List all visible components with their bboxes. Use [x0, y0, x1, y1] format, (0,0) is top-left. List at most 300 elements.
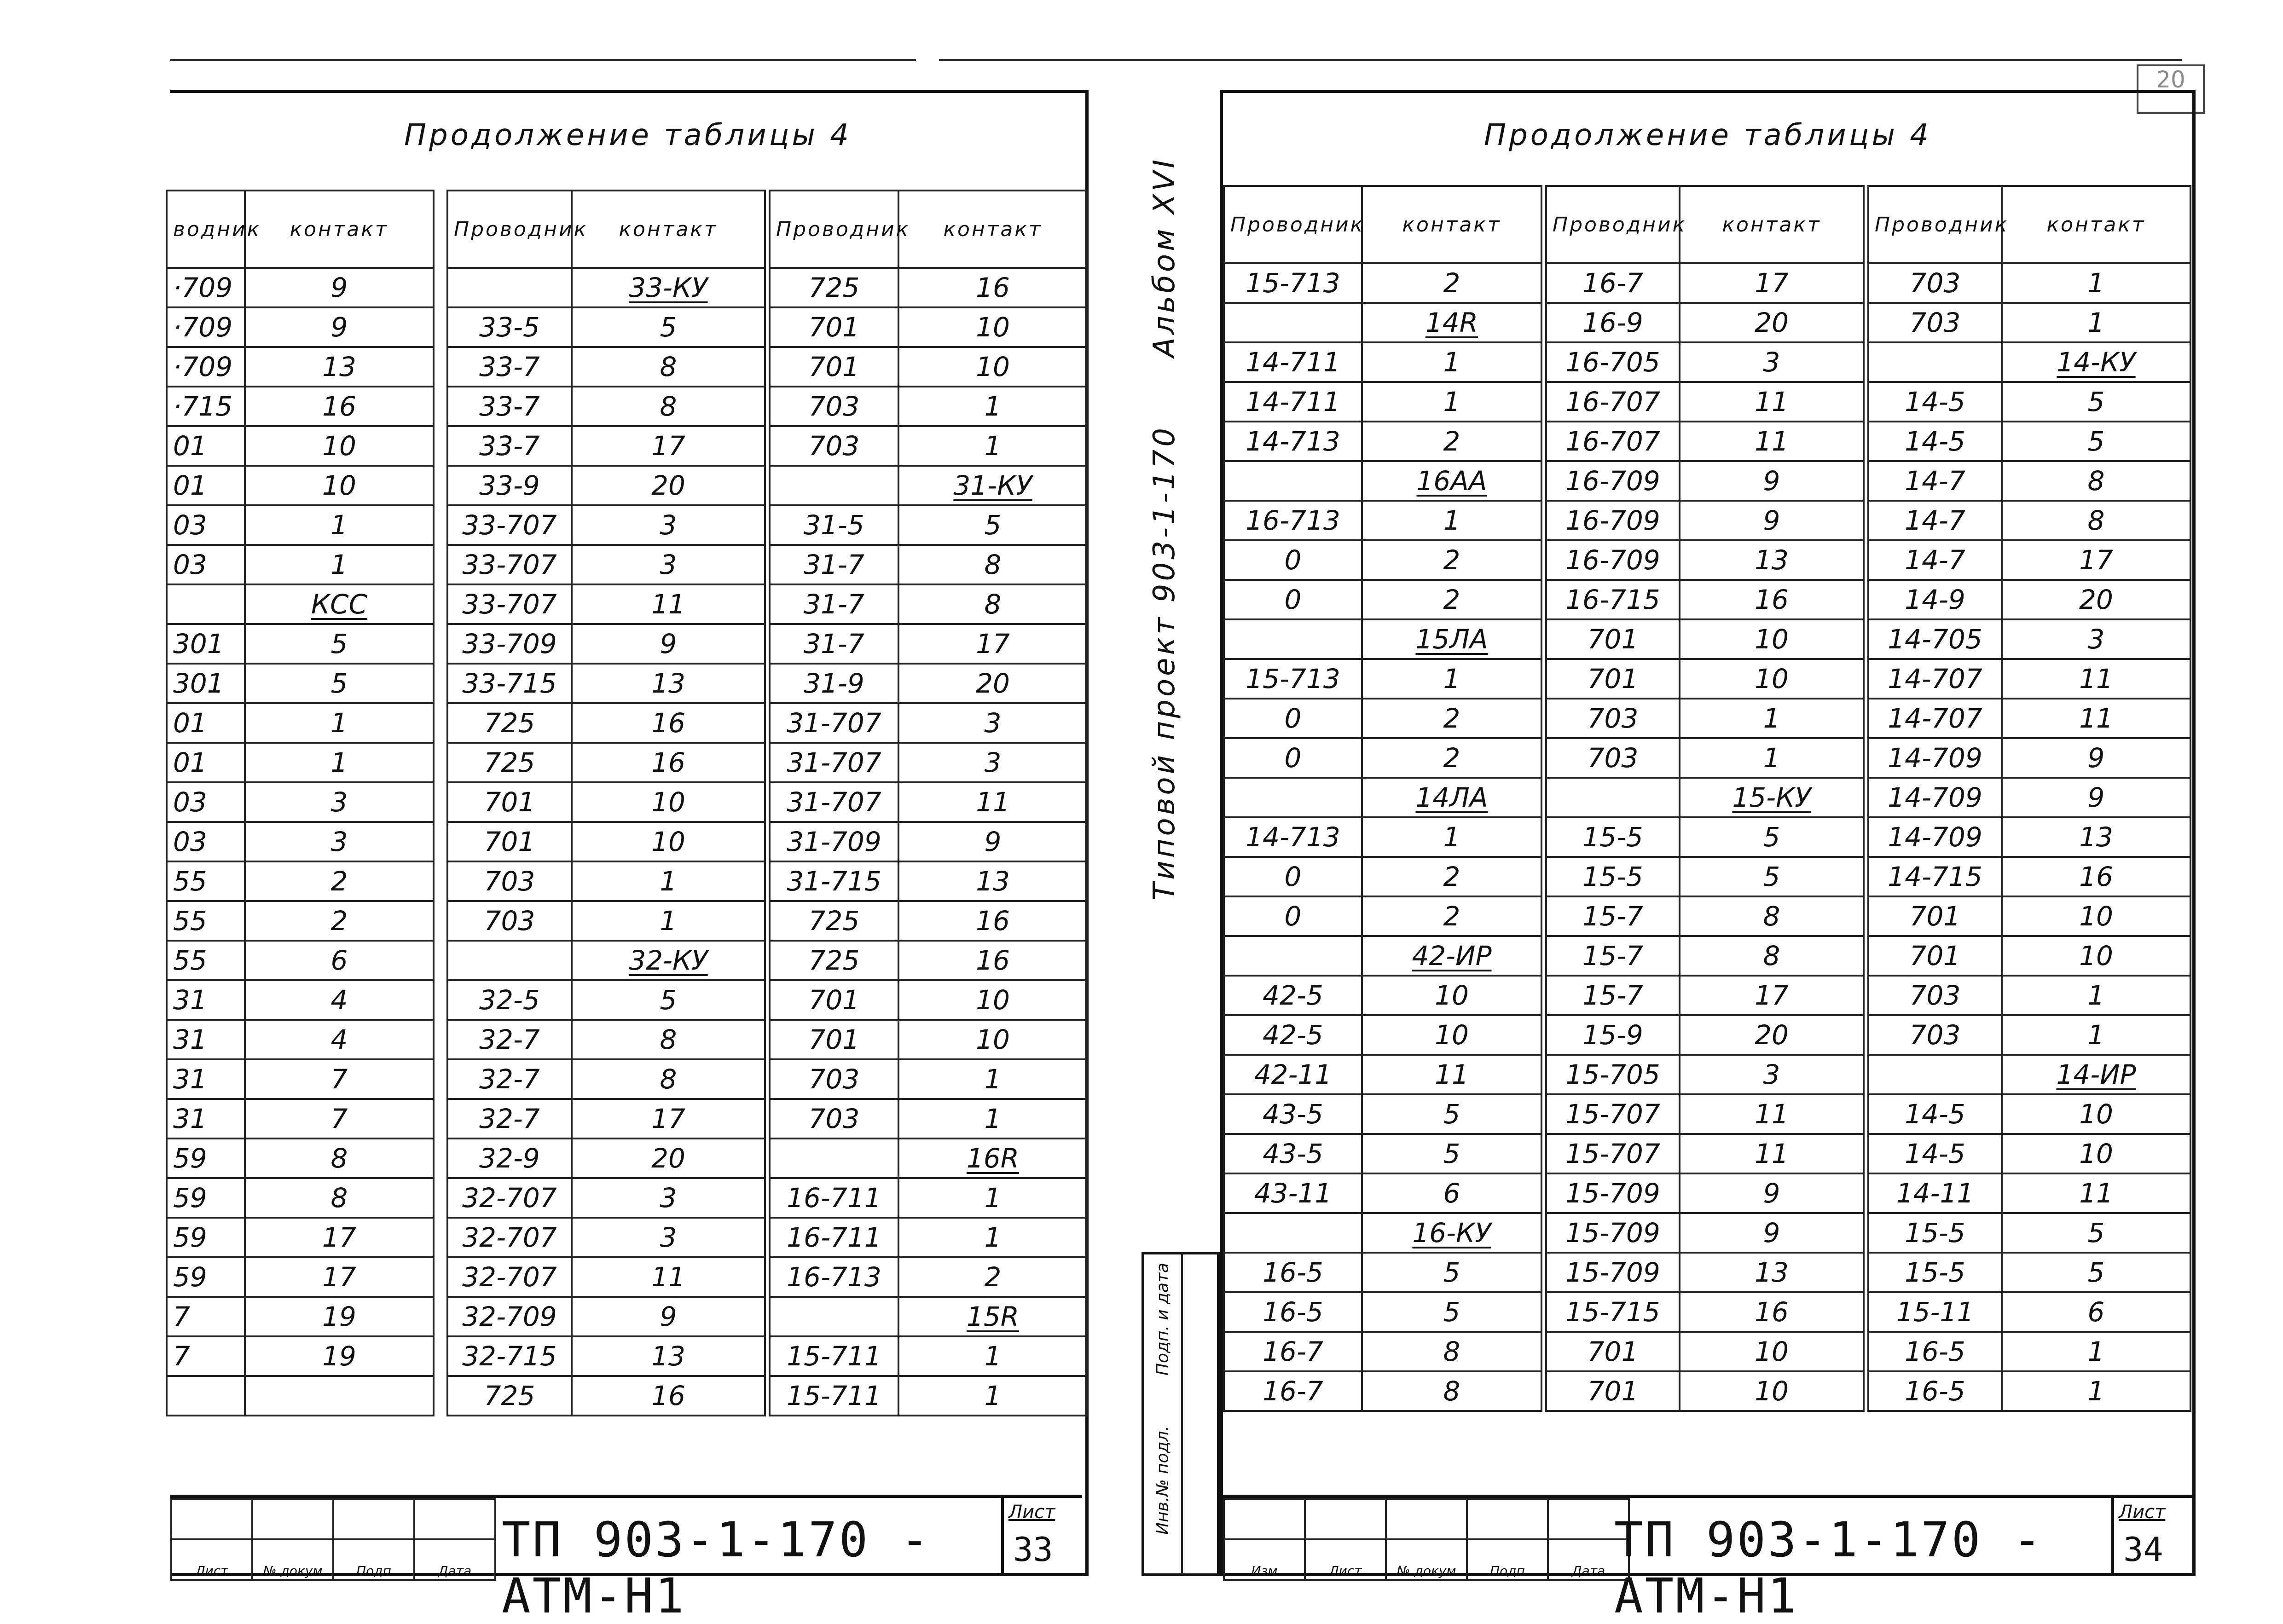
table-row: [1546, 303, 1864, 342]
table-row: [1868, 580, 2190, 619]
table-row: [1224, 857, 1541, 896]
conductor-cell: [770, 1139, 898, 1178]
contact-cell: 20: [1680, 1015, 1864, 1055]
contact-cell: 5: [1362, 1253, 1541, 1292]
contact-cell: 1: [2002, 1371, 2190, 1411]
table-row: [1546, 1213, 1864, 1253]
conductor-cell: 33-709: [447, 624, 572, 664]
table-row: [1546, 936, 1864, 976]
conductor-cell: 33-7: [447, 347, 572, 387]
contact-cell: 1: [245, 505, 434, 545]
conductor-cell: 32-7: [447, 1020, 572, 1059]
conductor-cell: 59: [167, 1257, 245, 1297]
table-row: [1868, 699, 2190, 738]
conductor-cell: 16-709: [1546, 461, 1680, 501]
conductor-cell: 31: [167, 1020, 245, 1059]
conductor-cell: 32-5: [447, 980, 572, 1020]
table-row: [1224, 1253, 1541, 1292]
contact-cell: 20: [1680, 303, 1864, 342]
contact-cell: 10: [572, 822, 765, 861]
contact-cell: 4: [245, 1020, 434, 1059]
table-row: [770, 703, 1087, 743]
contact-cell: 16: [572, 703, 765, 743]
conductor-cell: 16-707: [1546, 422, 1680, 461]
contact-cell: 10: [2002, 936, 2190, 976]
column-header-conductor: Проводник: [1546, 186, 1680, 263]
contact-cell: 9: [245, 307, 434, 347]
table-row: [1868, 303, 2190, 342]
conductor-cell: 703: [770, 1059, 898, 1099]
conductor-cell: 16-707: [1546, 382, 1680, 422]
conductor-cell: 725: [770, 268, 898, 307]
table-row: [1224, 1371, 1541, 1411]
conductor-cell: 14-5: [1868, 1094, 2002, 1134]
contact-cell: 10: [1680, 659, 1864, 699]
section-heading: [1362, 1213, 1541, 1253]
conductor-cell: 15-707: [1546, 1134, 1680, 1173]
contact-cell: 1: [1362, 342, 1541, 382]
contact-cell: 20: [2002, 580, 2190, 619]
conductor-cell: 16-709: [1546, 540, 1680, 580]
contact-cell: 17: [1680, 976, 1864, 1015]
contact-cell: 10: [245, 426, 434, 466]
contact-cell: 11: [1680, 1094, 1864, 1134]
conductor-cell: 14-711: [1224, 382, 1362, 422]
conductor-cell: 725: [447, 703, 572, 743]
table-row: [770, 347, 1087, 387]
contact-cell: 8: [572, 347, 765, 387]
table-row: [1546, 896, 1864, 936]
conductor-cell: 725: [770, 901, 898, 941]
conductor-cell: 701: [1546, 1332, 1680, 1371]
conductor-cell: 701: [1546, 619, 1680, 659]
contact-cell: 5: [572, 980, 765, 1020]
conductor-cell: 14-7: [1868, 501, 2002, 540]
table-row: [770, 1297, 1087, 1336]
table-row: [1868, 817, 2190, 857]
conductor-cell: 31-7: [770, 624, 898, 664]
contact-cell: 1: [572, 861, 765, 901]
conductor-cell: 16-711: [770, 1178, 898, 1218]
contact-cell: 11: [2002, 659, 2190, 699]
table-row: [770, 782, 1087, 822]
revision-grid: [170, 1498, 496, 1581]
table-row: [167, 268, 434, 307]
conductor-cell: 14-5: [1868, 422, 2002, 461]
table-row: [447, 347, 765, 387]
table-row: [1868, 1292, 2190, 1332]
contact-cell: 13: [898, 861, 1087, 901]
section-heading: [1362, 619, 1541, 659]
conductor-cell: 703: [770, 1099, 898, 1139]
contact-cell: 10: [2002, 1134, 2190, 1173]
conductor-cell: 16-7: [1224, 1371, 1362, 1411]
conductor-cell: 42-5: [1224, 1015, 1362, 1055]
conductor-cell: 32-9: [447, 1139, 572, 1178]
table-row: [447, 545, 765, 584]
table-row: [447, 703, 765, 743]
conductor-cell: ·709: [167, 307, 245, 347]
section-heading: [572, 268, 765, 307]
conductor-cell: 0: [1224, 580, 1362, 619]
conductor-cell: 0: [1224, 857, 1362, 896]
contact-cell: 3: [245, 782, 434, 822]
table-row: [1224, 422, 1541, 461]
contact-cell: 2: [898, 1257, 1087, 1297]
table-row: [447, 1099, 765, 1139]
contact-cell: 3: [898, 703, 1087, 743]
contact-cell: 3: [572, 545, 765, 584]
contact-cell: 1: [1680, 699, 1864, 738]
conductor-cell: 31-7: [770, 545, 898, 584]
conductor-cell: [1224, 461, 1362, 501]
table-row: [770, 268, 1087, 307]
contact-cell: 1: [245, 743, 434, 782]
table-row: [1224, 896, 1541, 936]
conductor-cell: 15-11: [1868, 1292, 2002, 1332]
contact-cell: 2: [1362, 738, 1541, 778]
conductor-cell: 14-709: [1868, 738, 2002, 778]
table-row: [167, 1297, 434, 1336]
column-header-conductor: Проводник: [1224, 186, 1362, 263]
contact-cell: 9: [1680, 501, 1864, 540]
conductor-cell: 15-711: [770, 1376, 898, 1416]
conductor-cell: [1868, 1055, 2002, 1094]
contact-cell: 1: [1362, 659, 1541, 699]
conductor-cell: 32-7: [447, 1059, 572, 1099]
conductor-cell: 32-709: [447, 1297, 572, 1336]
contact-cell: 5: [245, 624, 434, 664]
contact-cell: 2: [245, 861, 434, 901]
table-row: [770, 822, 1087, 861]
conductor-cell: 301: [167, 624, 245, 664]
table-row: [770, 861, 1087, 901]
conductor-cell: 14-5: [1868, 382, 2002, 422]
side-stamp-label: Инв.№ подл.: [1153, 1426, 1172, 1535]
table-row: [447, 901, 765, 941]
contact-cell: 3: [245, 822, 434, 861]
conductor-cell: 701: [1546, 1371, 1680, 1411]
conductor-cell: 42-5: [1224, 976, 1362, 1015]
table-row: [1546, 619, 1864, 659]
contact-cell: 6: [2002, 1292, 2190, 1332]
section-label: 16АА: [1416, 465, 1487, 497]
contact-cell: 10: [1680, 1332, 1864, 1371]
conductor-cell: 59: [167, 1178, 245, 1218]
section-label: 14-КУ: [2057, 347, 2136, 378]
contact-cell: 1: [2002, 303, 2190, 342]
conductor-cell: [1868, 342, 2002, 382]
column-header-conductor: Проводник: [770, 191, 898, 268]
conductor-cell: 16-713: [1224, 501, 1362, 540]
table-row: [1868, 263, 2190, 303]
table-row: [1224, 738, 1541, 778]
conductor-cell: 32-7: [447, 1099, 572, 1139]
conductor-cell: 701: [447, 822, 572, 861]
table-row: [1546, 857, 1864, 896]
conductor-cell: 42-11: [1224, 1055, 1362, 1094]
contact-cell: 10: [2002, 1094, 2190, 1134]
contact-cell: 9: [1680, 1173, 1864, 1213]
table-row: [1224, 303, 1541, 342]
conductor-cell: 31: [167, 1059, 245, 1099]
document-code: ТП 903-1-170 - АТМ-Н1: [1614, 1512, 2044, 1624]
conductor-cell: 15-709: [1546, 1173, 1680, 1213]
conductor-cell: 725: [770, 941, 898, 980]
conductor-cell: 14-705: [1868, 619, 2002, 659]
conductor-cell: 0: [1224, 699, 1362, 738]
sheet-number-box: [1001, 1498, 1082, 1576]
contact-cell: 1: [898, 1336, 1087, 1376]
contact-cell: 9: [572, 1297, 765, 1336]
table-row: [770, 387, 1087, 426]
document-code: ТП 903-1-170 - АТМ-Н1: [502, 1512, 931, 1624]
conductor-cell: 16-5: [1224, 1292, 1362, 1332]
contact-cell: 17: [1680, 263, 1864, 303]
column-header-contact: контакт: [2002, 186, 2190, 263]
project-label: Типовой проект 903-1-170: [1147, 425, 1182, 901]
table-row: [1224, 1055, 1541, 1094]
contact-cell: 1: [1680, 738, 1864, 778]
contact-cell: 10: [2002, 896, 2190, 936]
section-label: 31-КУ: [953, 470, 1032, 501]
table-row: [770, 624, 1087, 664]
conductor-cell: 701: [1546, 659, 1680, 699]
sheet-number-box: [2111, 1498, 2192, 1576]
table-row: [1868, 540, 2190, 580]
conductor-cell: 14-715: [1868, 857, 2002, 896]
conductor-cell: 701: [1868, 896, 2002, 936]
conductor-cell: 33-9: [447, 466, 572, 505]
contact-cell: 5: [2002, 1213, 2190, 1253]
contact-cell: 1: [898, 1099, 1087, 1139]
table-row: [1546, 540, 1864, 580]
contact-cell: 3: [2002, 619, 2190, 659]
conductor-cell: [770, 466, 898, 505]
contact-cell: 6: [245, 941, 434, 980]
conductor-cell: 701: [770, 1020, 898, 1059]
section-heading: [898, 1297, 1087, 1336]
column-header-contact: контакт: [572, 191, 765, 268]
section-heading: [898, 466, 1087, 505]
table-row: [447, 1336, 765, 1376]
table-row: [1868, 1015, 2190, 1055]
table-row: [167, 1020, 434, 1059]
contact-cell: 5: [2002, 382, 2190, 422]
table-row: [1868, 619, 2190, 659]
conductor-cell: 703: [770, 387, 898, 426]
table-row: [1546, 1094, 1864, 1134]
conductor-cell: 03: [167, 822, 245, 861]
table-row: [447, 1020, 765, 1059]
conductor-cell: 703: [1868, 1015, 2002, 1055]
table-row: [1868, 1055, 2190, 1094]
table-row: [1546, 263, 1864, 303]
conductor-cell: 15-5: [1868, 1213, 2002, 1253]
contact-cell: 11: [572, 1257, 765, 1297]
stamp-label: № докум: [1386, 1539, 1467, 1580]
table-row: [1868, 976, 2190, 1015]
contact-cell: 11: [1680, 382, 1864, 422]
conductor-cell: 703: [770, 426, 898, 466]
contact-cell: 16: [1680, 1292, 1864, 1332]
table-row: [167, 347, 434, 387]
contact-cell: 11: [1362, 1055, 1541, 1094]
conductor-cell: 701: [1868, 936, 2002, 976]
contact-cell: 8: [1680, 896, 1864, 936]
contact-cell: 8: [245, 1178, 434, 1218]
contact-cell: 2: [245, 901, 434, 941]
table-row: [1868, 896, 2190, 936]
table-row: [167, 584, 434, 624]
table-row: [447, 822, 765, 861]
table-row: [1224, 817, 1541, 857]
section-label: 32-КУ: [629, 945, 708, 976]
conductor-cell: 32-707: [447, 1257, 572, 1297]
conductor-cell: ·709: [167, 347, 245, 387]
table-row: [447, 584, 765, 624]
conductor-cell: 16-713: [770, 1257, 898, 1297]
table-row: [447, 1297, 765, 1336]
conductor-cell: 14-7: [1868, 540, 2002, 580]
conductor-cell: 14-5: [1868, 1134, 2002, 1173]
table-row: [770, 980, 1087, 1020]
table-row: [1546, 501, 1864, 540]
table-row: [1224, 1134, 1541, 1173]
sheet-label: Лист: [2119, 1502, 2166, 1523]
table-row: [1868, 857, 2190, 896]
table-row: [770, 1139, 1087, 1178]
table-row: [167, 782, 434, 822]
contact-cell: 8: [572, 1020, 765, 1059]
conductor-cell: 33-707: [447, 584, 572, 624]
conductor-cell: 01: [167, 743, 245, 782]
table-row: [447, 1139, 765, 1178]
stamp-label: Лист: [171, 1539, 252, 1580]
conductor-cell: 725: [447, 1376, 572, 1416]
contact-cell: 2: [1362, 540, 1541, 580]
table-row: [447, 782, 765, 822]
conductor-cell: [1224, 1213, 1362, 1253]
contact-cell: 19: [245, 1297, 434, 1336]
table-continuation-title: Продолжение таблицы 4: [1483, 118, 1932, 152]
top-trim-line: [939, 59, 2182, 61]
table-row: [770, 1376, 1087, 1416]
table-row: [1546, 1292, 1864, 1332]
contact-cell: 1: [1362, 501, 1541, 540]
table-row: [167, 307, 434, 347]
contact-cell: 11: [572, 584, 765, 624]
stamp-label: Подп: [1467, 1539, 1548, 1580]
conductor-cell: 31: [167, 1099, 245, 1139]
page-number-mark: 20: [2137, 64, 2205, 114]
table-row: [1224, 382, 1541, 422]
wire-table-1: [166, 190, 435, 1416]
table-row: [167, 1139, 434, 1178]
table-row: [167, 703, 434, 743]
column-header-contact: контакт: [1362, 186, 1541, 263]
conductor-cell: 15-7: [1546, 976, 1680, 1015]
contact-cell: 20: [572, 1139, 765, 1178]
table-row: [770, 743, 1087, 782]
table-row: [1868, 659, 2190, 699]
conductor-cell: 01: [167, 426, 245, 466]
contact-cell: 17: [898, 624, 1087, 664]
conductor-cell: 31-5: [770, 505, 898, 545]
conductor-cell: [447, 941, 572, 980]
section-heading: [1362, 936, 1541, 976]
table-row: [447, 426, 765, 466]
stamp-label: Дата: [414, 1539, 495, 1580]
conductor-cell: [447, 268, 572, 307]
table-row: [770, 901, 1087, 941]
table-row: [1224, 540, 1541, 580]
section-label: 14-ИР: [2056, 1059, 2136, 1090]
conductor-cell: 15-5: [1868, 1253, 2002, 1292]
table-row: [167, 980, 434, 1020]
table-row: [1546, 580, 1864, 619]
contact-cell: 3: [572, 505, 765, 545]
album-label: Альбом XVI: [1147, 156, 1182, 358]
conductor-cell: [167, 584, 245, 624]
left-sheet: [170, 90, 1089, 1624]
conductor-cell: 703: [1546, 699, 1680, 738]
contact-cell: 17: [572, 1099, 765, 1139]
contact-cell: 1: [572, 901, 765, 941]
conductor-cell: 15-709: [1546, 1213, 1680, 1253]
table-row: [770, 1059, 1087, 1099]
side-stamp-label: Подп. и дата: [1153, 1262, 1172, 1376]
table-row: [1546, 1332, 1864, 1371]
conductor-cell: 15-707: [1546, 1094, 1680, 1134]
contact-cell: 1: [2002, 976, 2190, 1015]
conductor-cell: [770, 1297, 898, 1336]
conductor-cell: 14-709: [1868, 778, 2002, 817]
column-header-conductor: Проводник: [447, 191, 572, 268]
table-row: [447, 1059, 765, 1099]
title-block: [1223, 1495, 2192, 1624]
conductor-cell: 15-5: [1546, 817, 1680, 857]
table-row: [1224, 1015, 1541, 1055]
table-row: [1546, 976, 1864, 1015]
table-row: [1224, 778, 1541, 817]
conductor-cell: 703: [1868, 263, 2002, 303]
contact-cell: 9: [1680, 461, 1864, 501]
side-approval-stamp: [1142, 1252, 1220, 1576]
contact-cell: 3: [1680, 342, 1864, 382]
contact-cell: 1: [2002, 263, 2190, 303]
contact-cell: 1: [245, 545, 434, 584]
contact-cell: 2: [1362, 699, 1541, 738]
table-row: [770, 664, 1087, 703]
table-row: [447, 1376, 765, 1416]
table-row: [447, 624, 765, 664]
table-row: [447, 664, 765, 703]
conductor-cell: 7: [167, 1336, 245, 1376]
conductor-cell: 703: [1868, 303, 2002, 342]
contact-cell: 13: [572, 664, 765, 703]
conductor-cell: 701: [770, 980, 898, 1020]
contact-cell: 5: [1362, 1292, 1541, 1332]
contact-cell: 17: [572, 426, 765, 466]
contact-cell: 8: [572, 387, 765, 426]
conductor-cell: 703: [447, 901, 572, 941]
contact-cell: 1: [2002, 1015, 2190, 1055]
column-header-contact: контакт: [1680, 186, 1864, 263]
conductor-cell: 0: [1224, 738, 1362, 778]
table-row: [1546, 738, 1864, 778]
conductor-cell: 14-713: [1224, 817, 1362, 857]
